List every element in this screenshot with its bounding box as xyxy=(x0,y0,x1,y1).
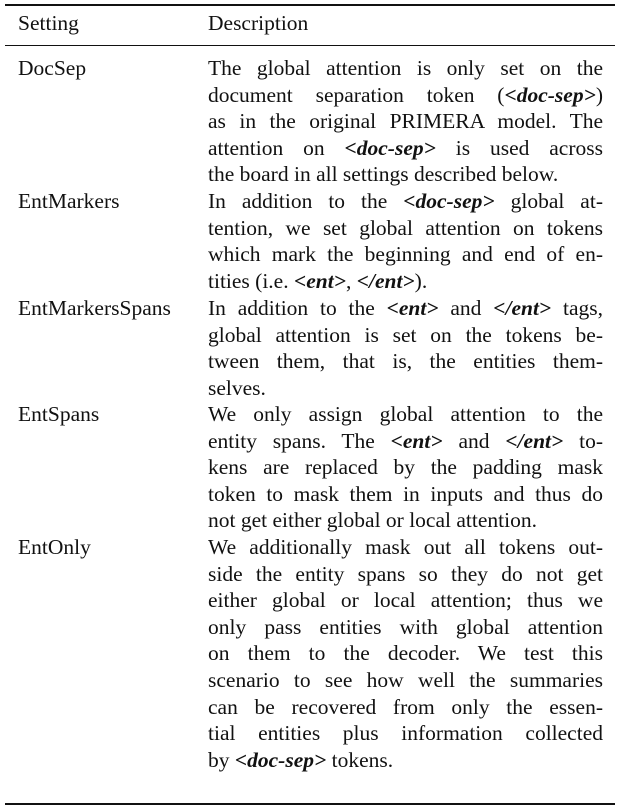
text-segment: tities (i.e. xyxy=(208,268,294,293)
description-line xyxy=(208,694,603,721)
text-segment: ). xyxy=(414,268,428,293)
description-line xyxy=(208,667,603,694)
setting-description xyxy=(208,534,603,773)
text-segment: scenario to see how well the summaries xyxy=(208,667,603,692)
token-tag: </ent> xyxy=(356,268,415,293)
text-segment: is used across xyxy=(435,135,603,160)
text-segment: which mark the beginning and end of en- xyxy=(208,242,603,267)
description-line xyxy=(208,55,603,82)
description-line xyxy=(208,82,603,109)
setting-name: EntOnly xyxy=(18,535,91,559)
description-line xyxy=(208,507,603,534)
description-line xyxy=(208,215,603,242)
description-line xyxy=(208,747,603,774)
text-segment: token to mask them in inputs and thus do xyxy=(208,481,603,506)
description-line xyxy=(208,428,603,455)
header-rule xyxy=(5,45,615,46)
text-segment: can be recovered from only the essen- xyxy=(208,694,603,719)
token-tag: <doc-sep> xyxy=(344,135,436,160)
text-segment: on them to the decoder. We test this xyxy=(208,641,603,666)
bottom-rule xyxy=(5,803,615,805)
text-segment: side the entity spans so they do not get xyxy=(208,561,603,586)
description-line xyxy=(208,720,603,747)
text-segment: global at- xyxy=(494,189,603,213)
text-segment: attention on xyxy=(208,135,345,160)
text-segment: selves. xyxy=(208,375,266,400)
text-segment: ) xyxy=(595,82,603,107)
text-segment: document separation token ( xyxy=(208,82,505,107)
text-segment: The global attention is only set on the xyxy=(208,56,603,80)
text-segment: We additionally mask out all tokens out- xyxy=(208,535,603,559)
header-description: Description xyxy=(208,11,309,35)
description-line xyxy=(208,375,603,402)
description-line xyxy=(208,348,603,375)
description-line xyxy=(208,640,603,667)
text-segment: tween them, that is, the entities them- xyxy=(208,349,603,374)
token-tag: <ent> xyxy=(293,268,346,293)
setting-description xyxy=(208,295,603,401)
text-segment: tokens. xyxy=(326,747,394,772)
text-segment: to- xyxy=(563,428,603,453)
text-segment: entity spans. The xyxy=(208,428,391,453)
description-line xyxy=(208,188,603,215)
text-segment: by xyxy=(208,747,235,772)
setting-description xyxy=(208,401,603,534)
description-line xyxy=(208,241,603,268)
header-setting: Setting xyxy=(18,11,79,35)
description-line xyxy=(208,161,603,188)
text-segment: We only assign global attention to the xyxy=(208,402,603,426)
text-segment: global attention is set on the tokens be- xyxy=(208,322,603,347)
setting-description xyxy=(208,188,603,294)
description-line xyxy=(208,454,603,481)
token-tag: <doc-sep> xyxy=(234,747,327,772)
description-line xyxy=(208,481,603,508)
text-segment: In addition to the xyxy=(208,296,387,320)
description-line xyxy=(208,268,603,295)
description-line xyxy=(208,295,603,322)
token-tag: <doc-sep> xyxy=(504,82,596,107)
setting-name: DocSep xyxy=(18,56,87,80)
text-segment: either global or local attention; thus we xyxy=(208,588,603,613)
token-tag: <doc-sep> xyxy=(403,189,495,213)
description-line xyxy=(208,135,603,162)
text-segment: , xyxy=(345,268,357,293)
setting-name: EntSpans xyxy=(18,402,100,426)
token-tag: </ent> xyxy=(505,428,564,453)
text-segment: only pass entities with global attention xyxy=(208,614,603,639)
setting-description xyxy=(208,55,603,188)
token-tag: <ent> xyxy=(386,296,439,320)
text-segment: as in the original PRIMERA model. The xyxy=(208,109,603,134)
token-tag: </ent> xyxy=(493,296,552,320)
setting-name: EntMarkersSpans xyxy=(18,296,171,320)
description-line xyxy=(208,614,603,641)
text-segment: kens are replaced by the padding mask xyxy=(208,455,603,480)
text-segment: tial entities plus information collected xyxy=(208,721,603,746)
text-segment: In addition to the xyxy=(208,189,404,213)
description-line xyxy=(208,322,603,349)
text-segment: tags, xyxy=(551,296,603,320)
text-segment: not get either global or local attention. xyxy=(208,508,537,533)
description-line xyxy=(208,534,603,561)
setting-name: EntMarkers xyxy=(18,189,120,213)
description-line xyxy=(208,401,603,428)
text-segment: tention, we set global attention on tokens xyxy=(208,215,603,240)
description-line xyxy=(208,108,603,135)
text-segment: the board in all settings described below. xyxy=(208,162,559,187)
description-line xyxy=(208,587,603,614)
text-segment: and xyxy=(438,296,494,320)
description-line xyxy=(208,561,603,588)
top-rule xyxy=(5,4,615,6)
token-tag: <ent> xyxy=(390,428,443,453)
text-segment: and xyxy=(442,428,506,453)
